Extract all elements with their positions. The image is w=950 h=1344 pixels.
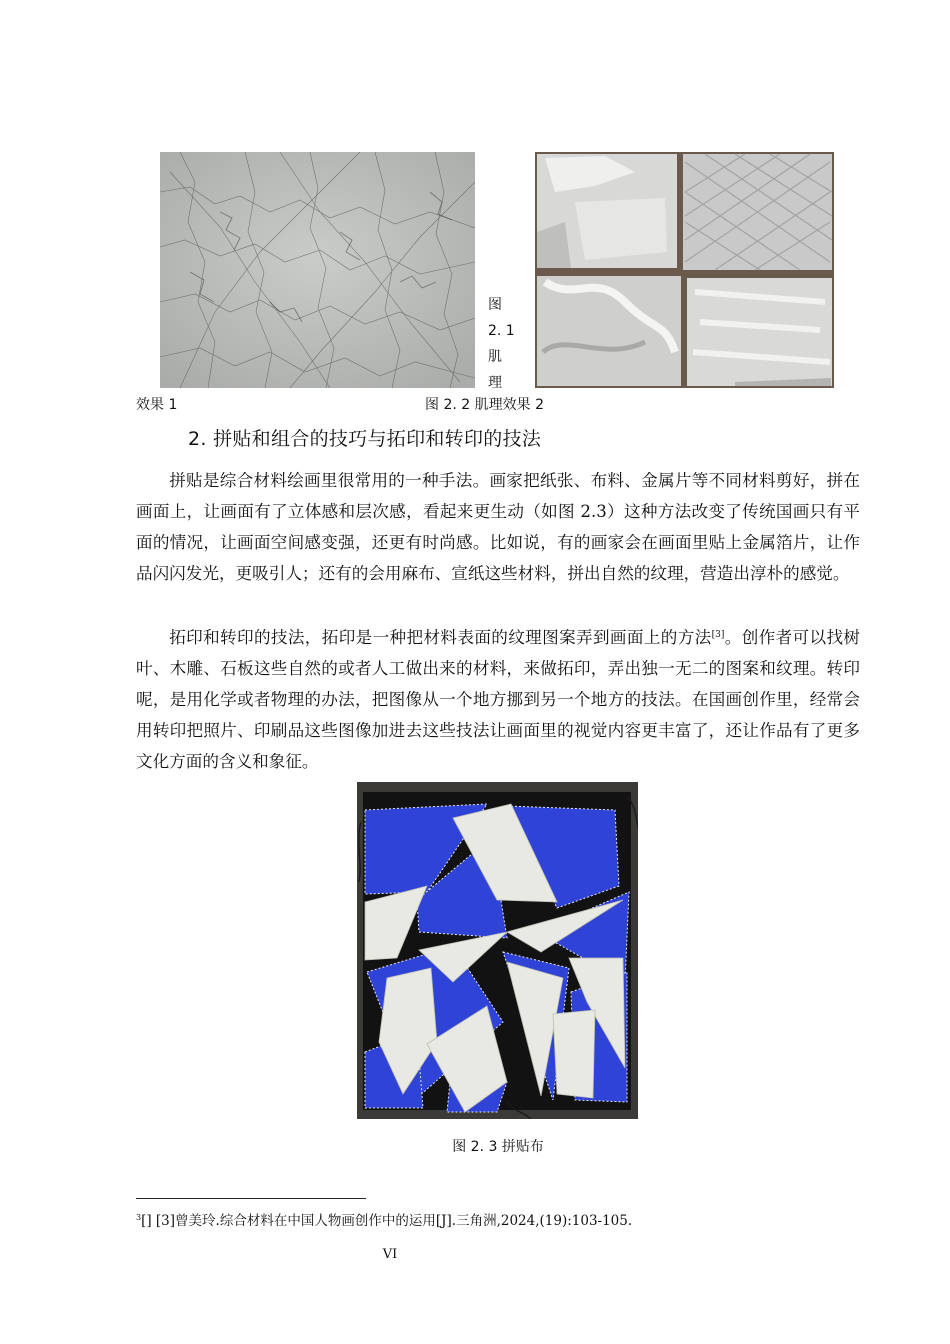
- figure-2-3-collage-image: [357, 782, 638, 1119]
- figure-2-2-caption: 图 2. 2 肌理效果 2: [425, 397, 544, 413]
- footnote-divider: [136, 1198, 366, 1199]
- body-paragraph-1: [136, 465, 860, 589]
- figure-2-2-texture-image: [535, 152, 834, 388]
- crackle-texture-graphic: [160, 152, 475, 388]
- footnote: [136, 1209, 632, 1229]
- footnote-text: [] [3]曾美玲.综合材料在中国人物画创作中的运用[J].三角洲,2024,(19):103-105.: [141, 1213, 633, 1229]
- body-paragraph-2: [136, 622, 860, 777]
- caption-char: 2. 1: [488, 323, 515, 339]
- caption-char: 理: [488, 375, 502, 391]
- figure-2-1-caption-vertical: [488, 292, 518, 396]
- caption-char: 图: [488, 297, 502, 313]
- paragraph-text-part: 拓印和转印的技法，拓印是一种把材料表面的纹理图案弄到画面上的方法: [169, 628, 712, 647]
- paragraph-text: [136, 622, 860, 777]
- paragraph-text-part: 。创作者可以找树叶、木雕、石板这些自然的或者人工做出来的材料，来做拓印，弄出独一无二的图案和纹理。转印呢，是用化学或者物理的办法，把图像从一个地方挪到另一个地方的技法。在国画创作里，经常会用转印把照片、印刷品这些图像加进去这些技法让画面里的视觉内容更丰富了，还让作品有了更多文化方面的含义和象征。: [136, 628, 861, 771]
- figure-2-1-caption-tail: 效果 1: [136, 397, 178, 413]
- figure-2-3-caption: 图 2. 3 拼贴布: [452, 1139, 544, 1155]
- caption-char: 肌: [488, 349, 502, 365]
- citation-ref: [3]: [711, 630, 725, 640]
- patchwork-collage-graphic: [357, 782, 638, 1119]
- paragraph-text: 拼贴是综合材料绘画里很常用的一种手法。画家把纸张、布料、金属片等不同材料剪好，拼在画面上，让画面有了立体感和层次感，看起来更生动（如图 2.3）这种方法改变了传统国画只有平面的情况，让画面空间感变强，还更有时尚感。比如说，有的画家会在画面里贴上金属箔片，让作品闪闪发光，更吸引人；还有的会用麻布、宣纸这些材料，拼出自然的纹理，营造出淳朴的感觉。: [136, 471, 860, 583]
- page-number: VI: [382, 1247, 398, 1262]
- figure-2-1-texture-image: [160, 152, 475, 388]
- footnote-marker: 3: [136, 1213, 142, 1222]
- section-heading: 2. 拼贴和组合的技巧与拓印和转印的技法: [188, 428, 542, 450]
- metallic-panels-graphic: [535, 152, 834, 388]
